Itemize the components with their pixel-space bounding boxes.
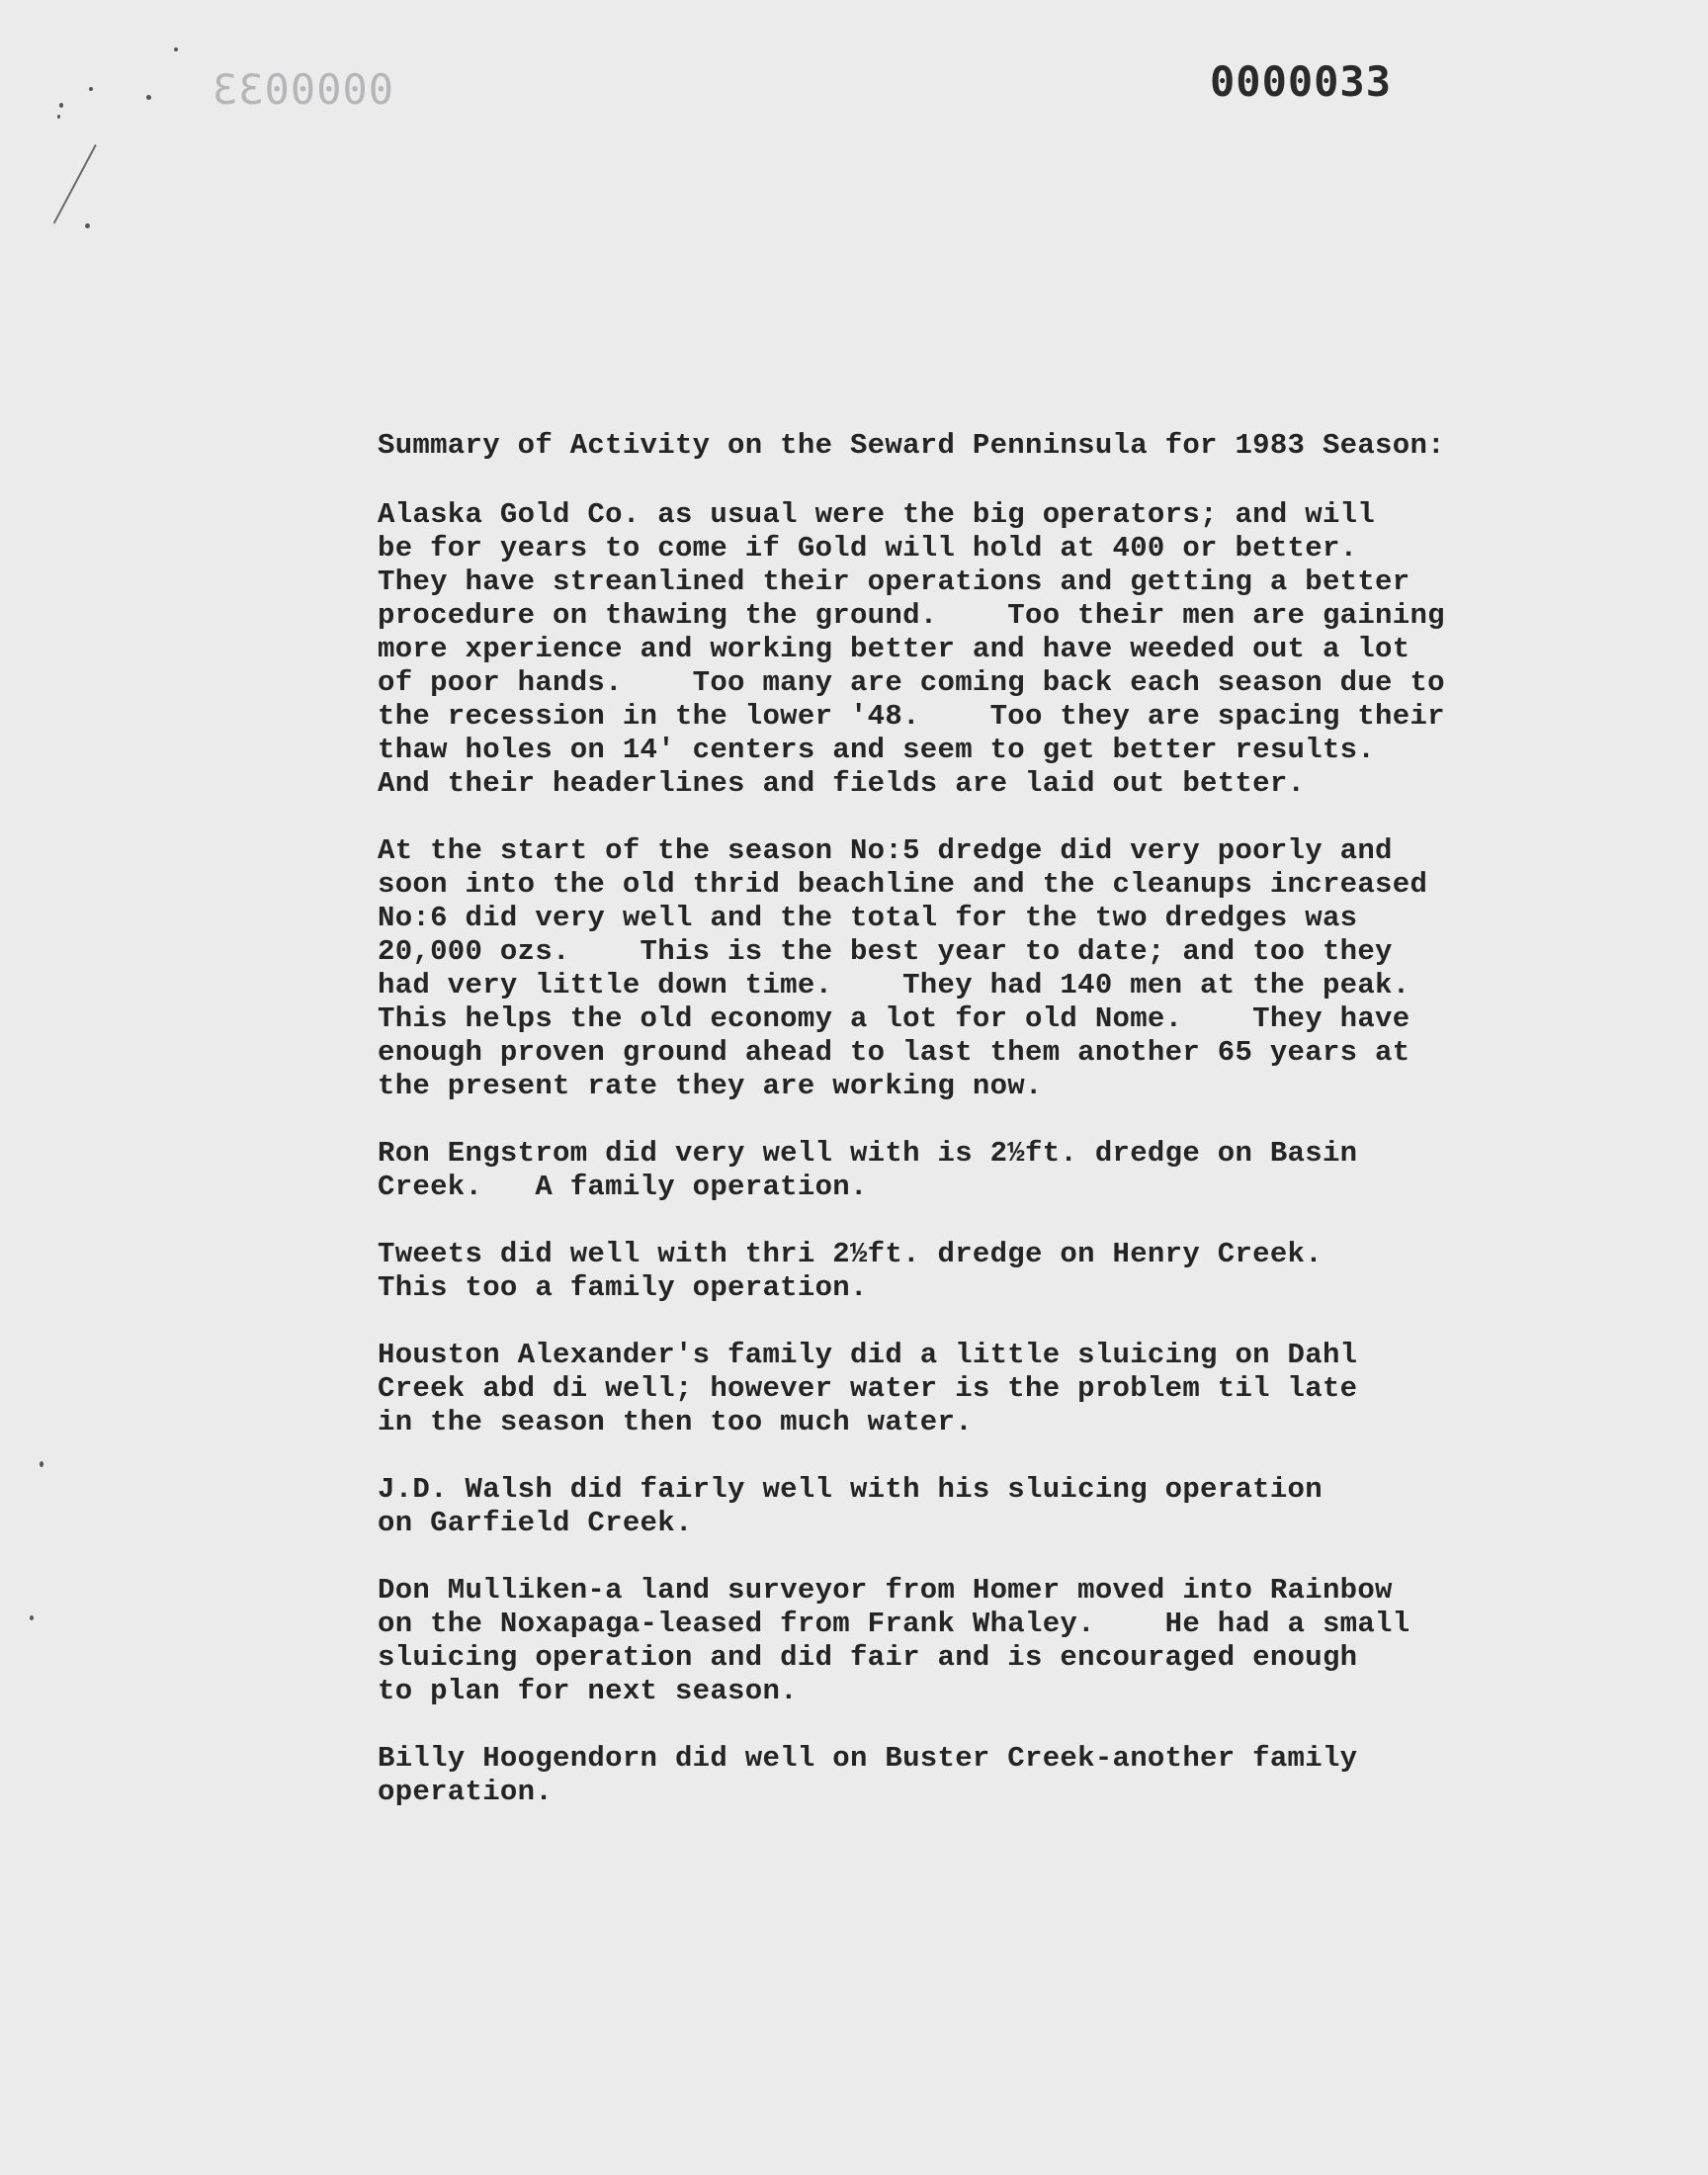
text-line: sluicing operation and did fair and is encouraged enough [378, 1641, 1358, 1674]
speck-mark [174, 47, 178, 51]
text-line: They have streanlined their operations and getting a better [378, 566, 1410, 598]
text-line: Alaska Gold Co. as usual were the big operators; and will [378, 498, 1376, 531]
paragraph-walsh [378, 1473, 1603, 1540]
speck-mark [57, 115, 60, 119]
paragraph-tweets [378, 1238, 1603, 1305]
text-line: more xperience and working better and have weeded out a lot [378, 633, 1410, 665]
speck-mark [40, 1461, 43, 1467]
text-line: 20,000 ozs. This is the best year to date; and too they [378, 935, 1393, 968]
text-line: No:6 did very well and the total for the two dredges was [378, 902, 1358, 934]
text-line: J.D. Walsh did fairly well with his sluicing operation [378, 1473, 1323, 1506]
paragraph-alaska-gold [378, 498, 1603, 801]
text-line: Creek. A family operation. [378, 1171, 868, 1203]
text-line: the present rate they are working now. [378, 1070, 1043, 1102]
text-line: in the season then too much water. [378, 1406, 973, 1438]
text-line: procedure on thawing the ground. Too their men are gaining [378, 599, 1445, 632]
paragraph-dredges [378, 834, 1603, 1103]
text-line: had very little down time. They had 140 men at the peak. [378, 969, 1410, 1001]
text-line: operation. [378, 1776, 554, 1808]
text-line: Houston Alexander's family did a little sluicing on Dahl [378, 1339, 1358, 1371]
speck-mark [85, 223, 90, 228]
text-line: And their headerlines and fields are laid out better. [378, 767, 1306, 800]
speck-mark [59, 103, 63, 108]
speck-mark [89, 87, 93, 91]
paragraph-engstrom [378, 1137, 1603, 1204]
text-line: thaw holes on 14' centers and seem to get better results. [378, 734, 1376, 766]
document-title: Summary of Activity on the Seward Penninsula for 1983 Season: [378, 429, 1445, 462]
text-line: on the Noxapaga-leased from Frank Whaley. He had a small [378, 1608, 1410, 1640]
text-line: of poor hands. Too many are coming back each season due to [378, 666, 1445, 699]
text-line: soon into the old thrid beachline and the cleanups increased [378, 868, 1428, 901]
text-line: Ron Engstrom did very well with is 2½ft. dredge on Basin [378, 1137, 1358, 1170]
text-line: on Garfield Creek. [378, 1507, 693, 1539]
text-line: This too a family operation. [378, 1271, 868, 1304]
page-number: 0000033 [1210, 57, 1393, 106]
text-line: At the start of the season No:5 dredge did very poorly and [378, 834, 1393, 867]
text-line: be for years to come if Gold will hold at 400 or better. [378, 532, 1358, 565]
text-line: Creek abd di well; however water is the problem til late [378, 1372, 1358, 1405]
paragraph-mulliken [378, 1574, 1603, 1708]
text-line: the recession in the lower '48. Too they are spacing their [378, 700, 1445, 733]
text-line: enough proven ground ahead to last them another 65 years at [378, 1036, 1410, 1069]
text-line: Billy Hoogendorn did well on Buster Creek-another family [378, 1742, 1358, 1775]
text-line: to plan for next season. [378, 1675, 798, 1707]
text-line: This helps the old economy a lot for old Nome. They have [378, 1002, 1410, 1035]
document-body [378, 429, 1603, 1843]
paragraph-hoogendorn [378, 1742, 1603, 1809]
scratch-mark [53, 144, 97, 223]
ghost-page-number: 0000033 [212, 65, 394, 114]
paragraph-alexander [378, 1339, 1603, 1439]
speck-mark [30, 1615, 34, 1620]
speck-mark [146, 95, 151, 100]
text-line: Tweets did well with thri 2½ft. dredge on Henry Creek. [378, 1238, 1323, 1270]
text-line: Don Mulliken-a land surveyor from Homer moved into Rainbow [378, 1574, 1393, 1607]
